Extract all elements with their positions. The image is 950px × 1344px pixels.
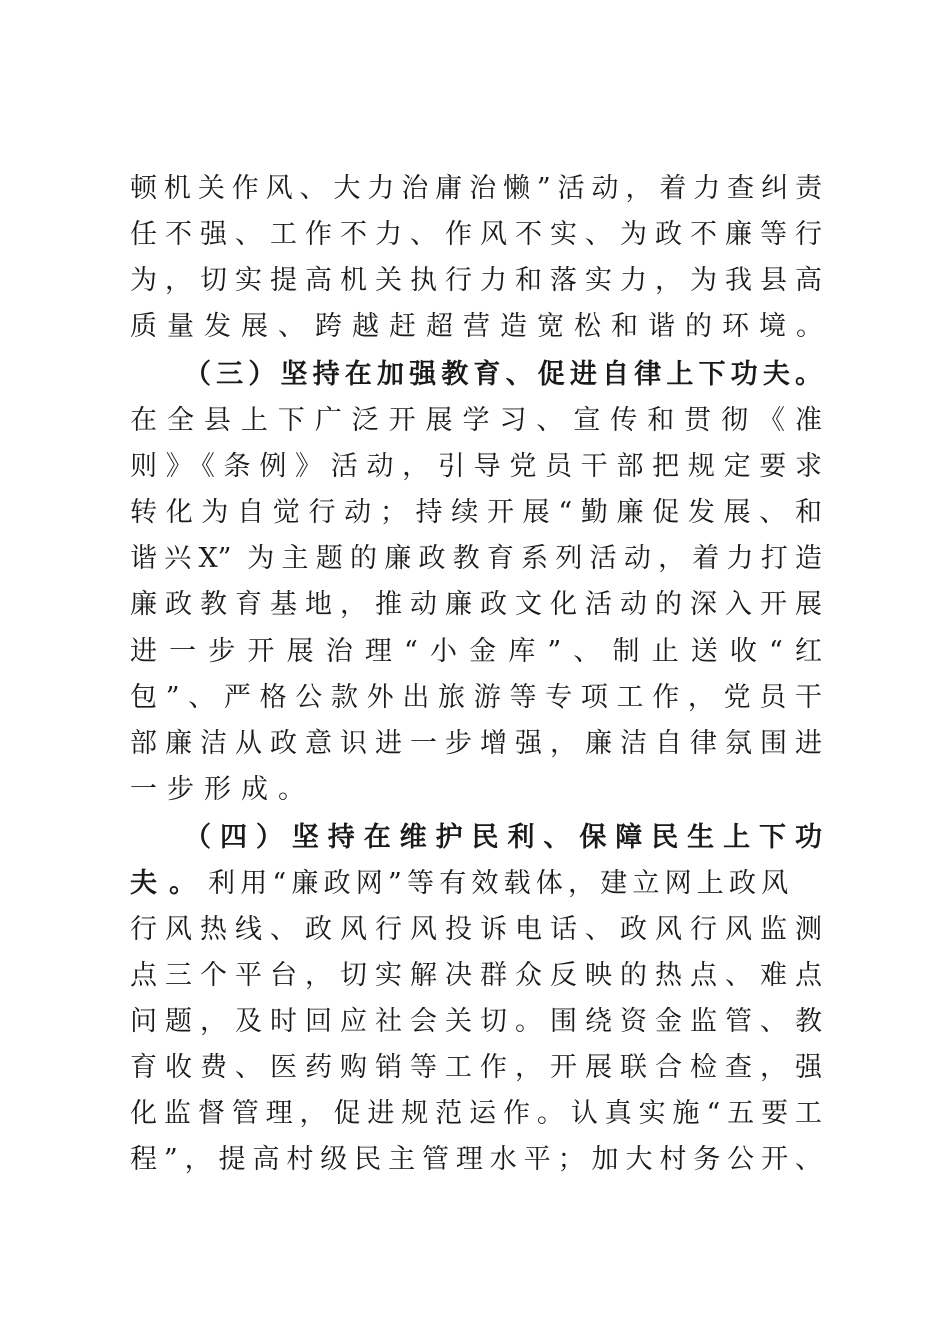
- body-text-line: 谐兴X” 为主题的廉政教育系列活动，着力打造: [130, 543, 822, 574]
- body-text-line: 顿机关作风、大力治庸治懒”活动，着力查纠责: [130, 173, 822, 204]
- body-text-line: 点三个平台，切实解决群众反映的热点、难点: [130, 960, 822, 991]
- body-text-line: 行风热线、政风行风投诉电话、政风行风监测: [130, 914, 822, 945]
- body-text-line: 质量发展、跨越赶超营造宽松和谐的环境。: [130, 311, 833, 342]
- body-text-line: 化监督管理，促进规范运作。认真实施“五要工: [130, 1098, 822, 1129]
- section-heading-4: （四）坚持在维护民利、保障民生上下功: [184, 822, 822, 853]
- body-text-line-mixed: [130, 861, 822, 907]
- section-heading-3: （三）坚持在加强教育、促进自律上下功夫。: [184, 359, 822, 390]
- body-text-line: 部廉洁从政意识进一步增强，廉洁自律氛围进: [130, 728, 822, 759]
- body-text-line: 廉政教育基地，推动廉政文化活动的深入开展: [130, 589, 822, 620]
- body-text-line: 程”，提高村级民主管理水平；加大村务公开、: [130, 1144, 822, 1175]
- body-text-line: 则》《条例》活动，引导党员干部把规定要求: [130, 451, 822, 482]
- body-text-line: 包”、严格公款外出旅游等专项工作，党员干: [130, 682, 822, 713]
- section-heading-4-end: 夫。: [130, 868, 208, 899]
- body-text-run: 利用“廉政网”等有效载体，建立网上政风: [208, 868, 794, 899]
- body-text-line: 在全县上下广泛开展学习、宣传和贯彻《准: [130, 405, 822, 436]
- body-text-line: 转化为自觉行动；持续开展“勤廉促发展、和: [130, 497, 822, 528]
- body-text-line: 为，切实提高机关执行力和落实力，为我县高: [130, 265, 822, 296]
- body-text-line: 进一步开展治理“小金库”、制止送收“红: [130, 636, 822, 667]
- body-text-line: 任不强、工作不力、作风不实、为政不廉等行: [130, 219, 822, 250]
- body-text-line: 育收费、医药购销等工作，开展联合检查，强: [130, 1052, 822, 1083]
- body-text-line: 一步形成。: [130, 774, 315, 805]
- body-text-line: 问题，及时回应社会关切。围绕资金监管、教: [130, 1006, 822, 1037]
